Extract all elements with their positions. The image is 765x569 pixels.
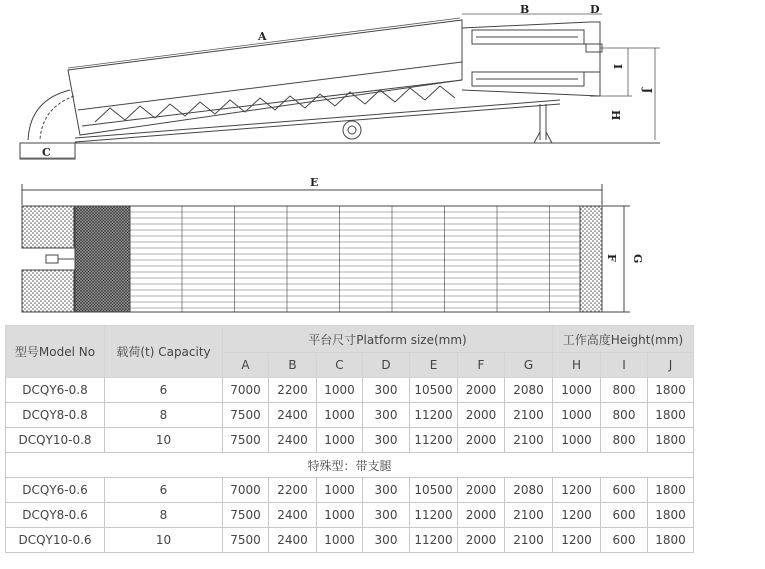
header-model: 型号Model No xyxy=(6,326,105,378)
value-cell: 2000 xyxy=(458,503,505,528)
value-cell: 10 xyxy=(105,528,223,553)
value-cell: 2400 xyxy=(269,428,317,453)
value-cell: 10500 xyxy=(410,378,458,403)
value-cell: 600 xyxy=(601,503,648,528)
dim-label-b: B xyxy=(520,3,530,16)
special-type-label: 特殊型：带支腿 xyxy=(6,453,694,478)
value-cell: 11200 xyxy=(410,403,458,428)
dim-label-g: G xyxy=(631,254,644,264)
col-header-f: F xyxy=(458,353,505,378)
side-view xyxy=(20,20,660,159)
value-cell: 1000 xyxy=(317,403,363,428)
dim-label-f: F xyxy=(605,254,618,262)
col-header-g: G xyxy=(505,353,553,378)
value-cell: 2080 xyxy=(505,478,553,503)
value-cell: 1800 xyxy=(648,478,694,503)
header-working-height: 工作高度Height(mm) xyxy=(553,326,694,353)
value-cell: 300 xyxy=(363,478,410,503)
model-cell: DCQY10-0.8 xyxy=(6,428,105,453)
standard-rows xyxy=(6,378,694,453)
value-cell: 1000 xyxy=(553,403,601,428)
col-header-h: H xyxy=(553,353,601,378)
value-cell: 6 xyxy=(105,478,223,503)
header-row-1 xyxy=(6,326,694,353)
value-cell: 2100 xyxy=(505,503,553,528)
value-cell: 2100 xyxy=(505,428,553,453)
table-row xyxy=(6,403,694,428)
value-cell: 2400 xyxy=(269,503,317,528)
value-cell: 7000 xyxy=(223,378,269,403)
value-cell: 10500 xyxy=(410,478,458,503)
dim-label-d: D xyxy=(590,3,600,16)
table-row xyxy=(6,378,694,403)
value-cell: 11200 xyxy=(410,528,458,553)
table-row xyxy=(6,428,694,453)
value-cell: 10 xyxy=(105,428,223,453)
dim-label-i: I xyxy=(611,64,624,70)
value-cell: 300 xyxy=(363,378,410,403)
dim-label-j: J xyxy=(641,88,654,94)
value-cell: 1000 xyxy=(317,503,363,528)
value-cell: 800 xyxy=(601,378,648,403)
value-cell: 1200 xyxy=(553,528,601,553)
value-cell: 1000 xyxy=(317,428,363,453)
value-cell: 2400 xyxy=(269,528,317,553)
value-cell: 2400 xyxy=(269,403,317,428)
table-row xyxy=(6,478,694,503)
value-cell: 8 xyxy=(105,403,223,428)
value-cell: 7500 xyxy=(223,503,269,528)
col-header-d: D xyxy=(363,353,410,378)
spec-table xyxy=(5,325,694,553)
value-cell: 1000 xyxy=(553,428,601,453)
value-cell: 2200 xyxy=(269,478,317,503)
model-cell: DCQY8-0.8 xyxy=(6,403,105,428)
value-cell: 300 xyxy=(363,403,410,428)
value-cell: 11200 xyxy=(410,503,458,528)
value-cell: 300 xyxy=(363,428,410,453)
model-cell: DCQY10-0.6 xyxy=(6,528,105,553)
model-cell: DCQY6-0.8 xyxy=(6,378,105,403)
value-cell: 2080 xyxy=(505,378,553,403)
value-cell: 1200 xyxy=(553,478,601,503)
value-cell: 7500 xyxy=(223,528,269,553)
value-cell: 2100 xyxy=(505,403,553,428)
dim-label-c: C xyxy=(42,146,51,159)
col-header-j: J xyxy=(648,353,694,378)
value-cell: 2000 xyxy=(458,528,505,553)
table-row xyxy=(6,528,694,553)
value-cell: 1800 xyxy=(648,378,694,403)
value-cell: 7500 xyxy=(223,403,269,428)
value-cell: 2200 xyxy=(269,378,317,403)
value-cell: 1800 xyxy=(648,428,694,453)
special-rows xyxy=(6,478,694,553)
value-cell: 7000 xyxy=(223,478,269,503)
value-cell: 800 xyxy=(601,428,648,453)
value-cell: 600 xyxy=(601,478,648,503)
value-cell: 7500 xyxy=(223,428,269,453)
value-cell: 1000 xyxy=(317,378,363,403)
header-capacity: 载荷(t) Capacity xyxy=(105,326,223,378)
col-header-c: C xyxy=(317,353,363,378)
header-platform-size: 平台尺寸Platform size(mm) xyxy=(223,326,553,353)
dim-label-e: E xyxy=(310,176,319,189)
value-cell: 300 xyxy=(363,503,410,528)
col-header-b: B xyxy=(269,353,317,378)
value-cell: 2000 xyxy=(458,403,505,428)
value-cell: 300 xyxy=(363,528,410,553)
value-cell: 1200 xyxy=(553,503,601,528)
value-cell: 1000 xyxy=(317,478,363,503)
model-cell: DCQY6-0.6 xyxy=(6,478,105,503)
value-cell: 11200 xyxy=(410,428,458,453)
value-cell: 800 xyxy=(601,403,648,428)
value-cell: 2000 xyxy=(458,428,505,453)
dim-label-a: A xyxy=(258,30,267,43)
value-cell: 2000 xyxy=(458,478,505,503)
value-cell: 2000 xyxy=(458,378,505,403)
table-row xyxy=(6,503,694,528)
col-header-i: I xyxy=(601,353,648,378)
value-cell: 8 xyxy=(105,503,223,528)
col-header-e: E xyxy=(410,353,458,378)
value-cell: 600 xyxy=(601,528,648,553)
col-header-a: A xyxy=(223,353,269,378)
value-cell: 1800 xyxy=(648,403,694,428)
value-cell: 1000 xyxy=(317,528,363,553)
dim-label-h: H xyxy=(609,110,622,121)
value-cell: 2100 xyxy=(505,528,553,553)
value-cell: 1800 xyxy=(648,528,694,553)
special-type-row xyxy=(6,453,694,478)
value-cell: 1000 xyxy=(553,378,601,403)
model-cell: DCQY8-0.6 xyxy=(6,503,105,528)
value-cell: 6 xyxy=(105,378,223,403)
value-cell: 1800 xyxy=(648,503,694,528)
